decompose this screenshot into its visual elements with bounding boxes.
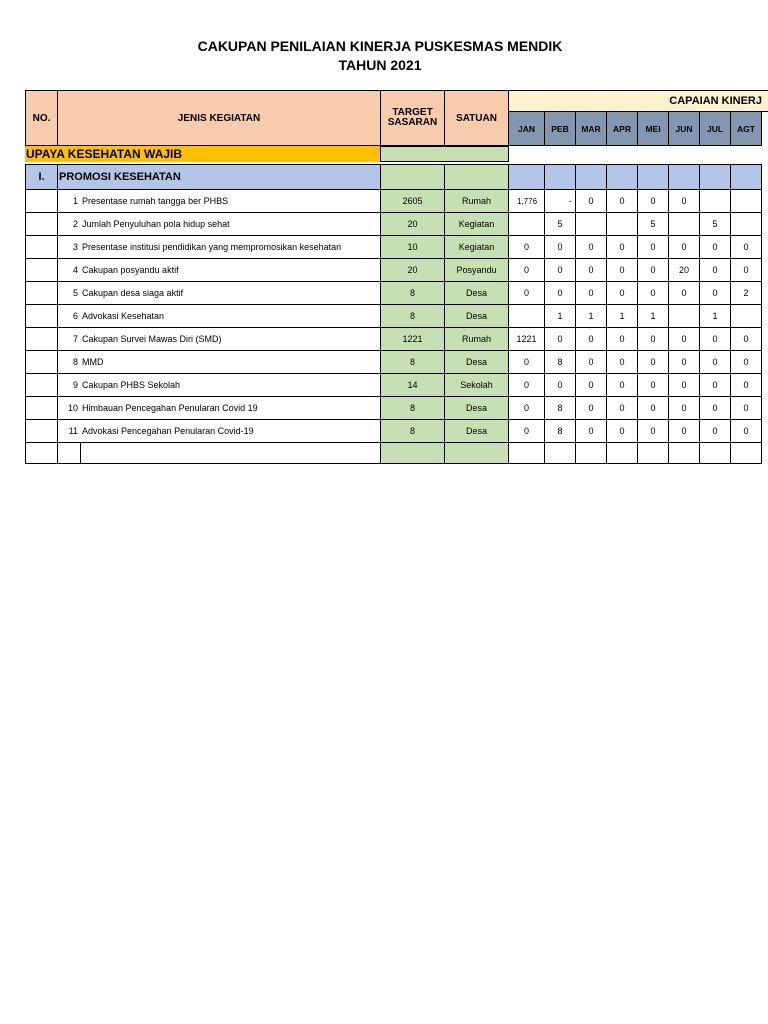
- header-month-peb: PEB: [544, 111, 576, 146]
- row-month-mar: 0: [575, 189, 607, 213]
- row-satuan: Desa: [444, 396, 509, 420]
- row-month-jan: 0: [508, 258, 545, 282]
- empty-row-cell: [25, 442, 58, 464]
- row-month-mar: 0: [575, 373, 607, 397]
- header-month-agt: AGT: [730, 111, 762, 146]
- row-month-jan: 0: [508, 350, 545, 374]
- subsection-number: I.: [25, 164, 58, 190]
- row-month-apr: 0: [606, 396, 638, 420]
- header-month-jan: JAN: [508, 111, 545, 146]
- row-no-cell: [25, 327, 58, 351]
- row-no-cell: [25, 373, 58, 397]
- row-no-cell: [25, 189, 58, 213]
- row-month-mar: 0: [575, 350, 607, 374]
- row-number: 4: [72, 265, 78, 275]
- row-month-jan: 0: [508, 396, 545, 420]
- header-month-jun: JUN: [668, 111, 700, 146]
- row-month-peb: 8: [544, 350, 576, 374]
- row-month-jan: 1,776: [508, 189, 545, 213]
- row-month-agt: 0: [730, 396, 762, 420]
- row-target: 20: [380, 258, 445, 282]
- row-month-mar: 0: [575, 327, 607, 351]
- row-month-jun: 0: [668, 281, 700, 305]
- row-month-agt: 0: [730, 327, 762, 351]
- row-activity-name: Cakupan posyandu aktif: [57, 258, 381, 282]
- row-activity-name: Cakupan PHBS Sekolah: [57, 373, 381, 397]
- row-number: 3: [72, 242, 78, 252]
- row-month-mar: 0: [575, 396, 607, 420]
- row-month-jul: 0: [699, 327, 731, 351]
- row-number: 6: [72, 311, 78, 321]
- subsection-month-cell: [575, 164, 607, 190]
- header-month-apr: APR: [606, 111, 638, 146]
- empty-row-cell: [57, 442, 81, 464]
- row-target: 8: [380, 304, 445, 328]
- empty-row-cell: [544, 442, 576, 464]
- row-month-mei: 0: [637, 350, 669, 374]
- row-no-cell: [25, 212, 58, 236]
- row-month-peb: 0: [544, 373, 576, 397]
- empty-row-cell: [699, 442, 731, 464]
- row-month-apr: 0: [606, 350, 638, 374]
- row-month-agt: 0: [730, 419, 762, 443]
- row-activity-name: Advokasi Pencegahan Penularan Covid-19: [57, 419, 381, 443]
- row-activity-name: MMD: [57, 350, 381, 374]
- document-title: CAKUPAN PENILAIAN KINERJA PUSKESMAS MENDIK: [197, 38, 563, 54]
- row-activity-name: Cakupan Survei Mawas Diri (SMD): [57, 327, 381, 351]
- row-month-mei: 0: [637, 373, 669, 397]
- subsection-month-cell: [668, 164, 700, 190]
- row-month-mei: 1: [637, 304, 669, 328]
- row-month-jan: 0: [508, 235, 545, 259]
- empty-row-cell: [380, 442, 445, 464]
- row-month-jul: 0: [699, 419, 731, 443]
- row-month-jan: 0: [508, 419, 545, 443]
- empty-row-cell: [80, 442, 381, 464]
- document-year: TAHUN 2021: [338, 57, 422, 73]
- row-month-agt: [730, 304, 762, 328]
- row-month-jun: 0: [668, 350, 700, 374]
- row-month-jan: 1221: [508, 327, 545, 351]
- empty-row-cell: [730, 442, 762, 464]
- row-month-apr: 0: [606, 189, 638, 213]
- row-month-jun: 20: [668, 258, 700, 282]
- row-month-mar: [575, 212, 607, 236]
- header-satuan: SATUAN: [444, 90, 509, 146]
- row-month-peb: 5: [544, 212, 576, 236]
- empty-row-cell: [508, 442, 545, 464]
- row-month-mei: 0: [637, 258, 669, 282]
- row-no-cell: [25, 350, 58, 374]
- row-target: 8: [380, 350, 445, 374]
- row-month-mar: 0: [575, 281, 607, 305]
- row-month-jun: 0: [668, 235, 700, 259]
- row-month-apr: 0: [606, 419, 638, 443]
- row-number: 2: [72, 219, 78, 229]
- row-month-jul: [699, 189, 731, 213]
- row-satuan: Posyandu: [444, 258, 509, 282]
- row-number: 5: [72, 288, 78, 298]
- header-month-jul: JUL: [699, 111, 731, 146]
- row-no-cell: [25, 281, 58, 305]
- row-month-apr: 0: [606, 327, 638, 351]
- subsection-month-cell: [606, 164, 638, 190]
- row-month-mei: 0: [637, 419, 669, 443]
- row-month-apr: 0: [606, 281, 638, 305]
- row-no-cell: [25, 235, 58, 259]
- row-month-jul: 1: [699, 304, 731, 328]
- row-number: 7: [72, 334, 78, 344]
- row-number: 9: [72, 380, 78, 390]
- subsection-satuan-cell: [444, 164, 509, 190]
- row-target: 1221: [380, 327, 445, 351]
- row-month-jul: 5: [699, 212, 731, 236]
- section-upaya-kesehatan-wajib: UPAYA KESEHATAN WAJIB: [25, 146, 381, 162]
- row-satuan: Desa: [444, 350, 509, 374]
- row-month-jun: [668, 304, 700, 328]
- row-satuan: Desa: [444, 281, 509, 305]
- header-target-sasaran: TARGET SASARAN: [380, 90, 445, 146]
- row-activity-name: Presentase rumah tangga ber PHBS: [57, 189, 381, 213]
- row-month-peb: -: [544, 189, 576, 213]
- row-month-peb: 1: [544, 304, 576, 328]
- row-month-mar: 0: [575, 258, 607, 282]
- row-no-cell: [25, 419, 58, 443]
- row-month-mei: 0: [637, 235, 669, 259]
- subsection-month-cell: [699, 164, 731, 190]
- row-month-apr: 0: [606, 235, 638, 259]
- row-month-jan: 0: [508, 281, 545, 305]
- row-month-peb: 0: [544, 258, 576, 282]
- row-month-jul: 0: [699, 350, 731, 374]
- row-month-mei: 0: [637, 396, 669, 420]
- row-month-jul: 0: [699, 281, 731, 305]
- row-month-agt: 0: [730, 373, 762, 397]
- row-target: 20: [380, 212, 445, 236]
- row-month-agt: 0: [730, 235, 762, 259]
- row-month-agt: 0: [730, 258, 762, 282]
- row-month-peb: 0: [544, 235, 576, 259]
- row-satuan: Desa: [444, 419, 509, 443]
- header-no: NO.: [25, 90, 58, 146]
- empty-row-cell: [668, 442, 700, 464]
- row-month-jun: 0: [668, 419, 700, 443]
- empty-row-cell: [637, 442, 669, 464]
- row-month-jul: 0: [699, 396, 731, 420]
- row-satuan: Desa: [444, 304, 509, 328]
- row-satuan: Rumah: [444, 327, 509, 351]
- row-month-apr: 1: [606, 304, 638, 328]
- row-month-peb: 8: [544, 419, 576, 443]
- section-target-filler: [380, 146, 509, 162]
- empty-row-cell: [575, 442, 607, 464]
- row-satuan: Kegiatan: [444, 235, 509, 259]
- row-number: 10: [67, 403, 78, 413]
- row-month-agt: [730, 189, 762, 213]
- subsection-month-cell: [637, 164, 669, 190]
- row-target: 14: [380, 373, 445, 397]
- row-target: 8: [380, 419, 445, 443]
- row-month-jan: [508, 212, 545, 236]
- header-month-mar: MAR: [575, 111, 607, 146]
- subsection-month-cell: [730, 164, 762, 190]
- row-satuan: Sekolah: [444, 373, 509, 397]
- row-month-peb: 0: [544, 281, 576, 305]
- row-no-cell: [25, 304, 58, 328]
- subsection-month-cell: [544, 164, 576, 190]
- row-activity-name: Advokasi Kesehatan: [57, 304, 381, 328]
- subsection-target-cell: [380, 164, 445, 190]
- row-satuan: Rumah: [444, 189, 509, 213]
- row-month-mei: 0: [637, 327, 669, 351]
- row-month-apr: 0: [606, 258, 638, 282]
- row-month-jan: [508, 304, 545, 328]
- row-no-cell: [25, 258, 58, 282]
- row-activity-name: Presentase institusi pendidikan yang mempromosikan kesehatan: [57, 235, 381, 259]
- row-satuan: Kegiatan: [444, 212, 509, 236]
- row-month-mar: 0: [575, 235, 607, 259]
- subsection-promosi-kesehatan: PROMOSI KESEHATAN: [57, 164, 381, 190]
- row-month-jan: 0: [508, 373, 545, 397]
- header-jenis-kegiatan: JENIS KEGIATAN: [57, 90, 381, 146]
- header-month-mei: MEI: [637, 111, 669, 146]
- row-number: 11: [68, 426, 78, 436]
- row-month-mei: 0: [637, 189, 669, 213]
- row-month-agt: 0: [730, 350, 762, 374]
- row-target: 8: [380, 396, 445, 420]
- row-month-jun: 0: [668, 373, 700, 397]
- row-activity-name: Cakupan desa siaga aktif: [57, 281, 381, 305]
- row-month-jun: [668, 212, 700, 236]
- row-month-peb: 0: [544, 327, 576, 351]
- row-month-agt: 2: [730, 281, 762, 305]
- row-target: 2605: [380, 189, 445, 213]
- row-number: 1: [72, 196, 78, 206]
- empty-row-cell: [606, 442, 638, 464]
- row-month-mei: 0: [637, 281, 669, 305]
- row-month-mar: 0: [575, 419, 607, 443]
- row-no-cell: [25, 396, 58, 420]
- empty-row-cell: [444, 442, 509, 464]
- row-month-mar: 1: [575, 304, 607, 328]
- row-month-jul: 0: [699, 235, 731, 259]
- row-month-jun: 0: [668, 189, 700, 213]
- row-month-jul: 0: [699, 258, 731, 282]
- row-activity-name: Jumlah Penyuluhan pola hidup sehat: [57, 212, 381, 236]
- subsection-month-cell: [508, 164, 545, 190]
- header-capaian-kinerja: CAPAIAN KINERJ: [508, 90, 768, 112]
- performance-table: [0, 0, 768, 480]
- row-number: 8: [72, 357, 78, 367]
- row-activity-name: Himbauan Pencegahan Penularan Covid 19: [57, 396, 381, 420]
- row-month-apr: 0: [606, 373, 638, 397]
- row-month-mei: 5: [637, 212, 669, 236]
- row-month-jun: 0: [668, 327, 700, 351]
- row-target: 10: [380, 235, 445, 259]
- row-month-jun: 0: [668, 396, 700, 420]
- row-month-apr: [606, 212, 638, 236]
- row-month-peb: 8: [544, 396, 576, 420]
- row-month-agt: [730, 212, 762, 236]
- row-target: 8: [380, 281, 445, 305]
- row-month-jul: 0: [699, 373, 731, 397]
